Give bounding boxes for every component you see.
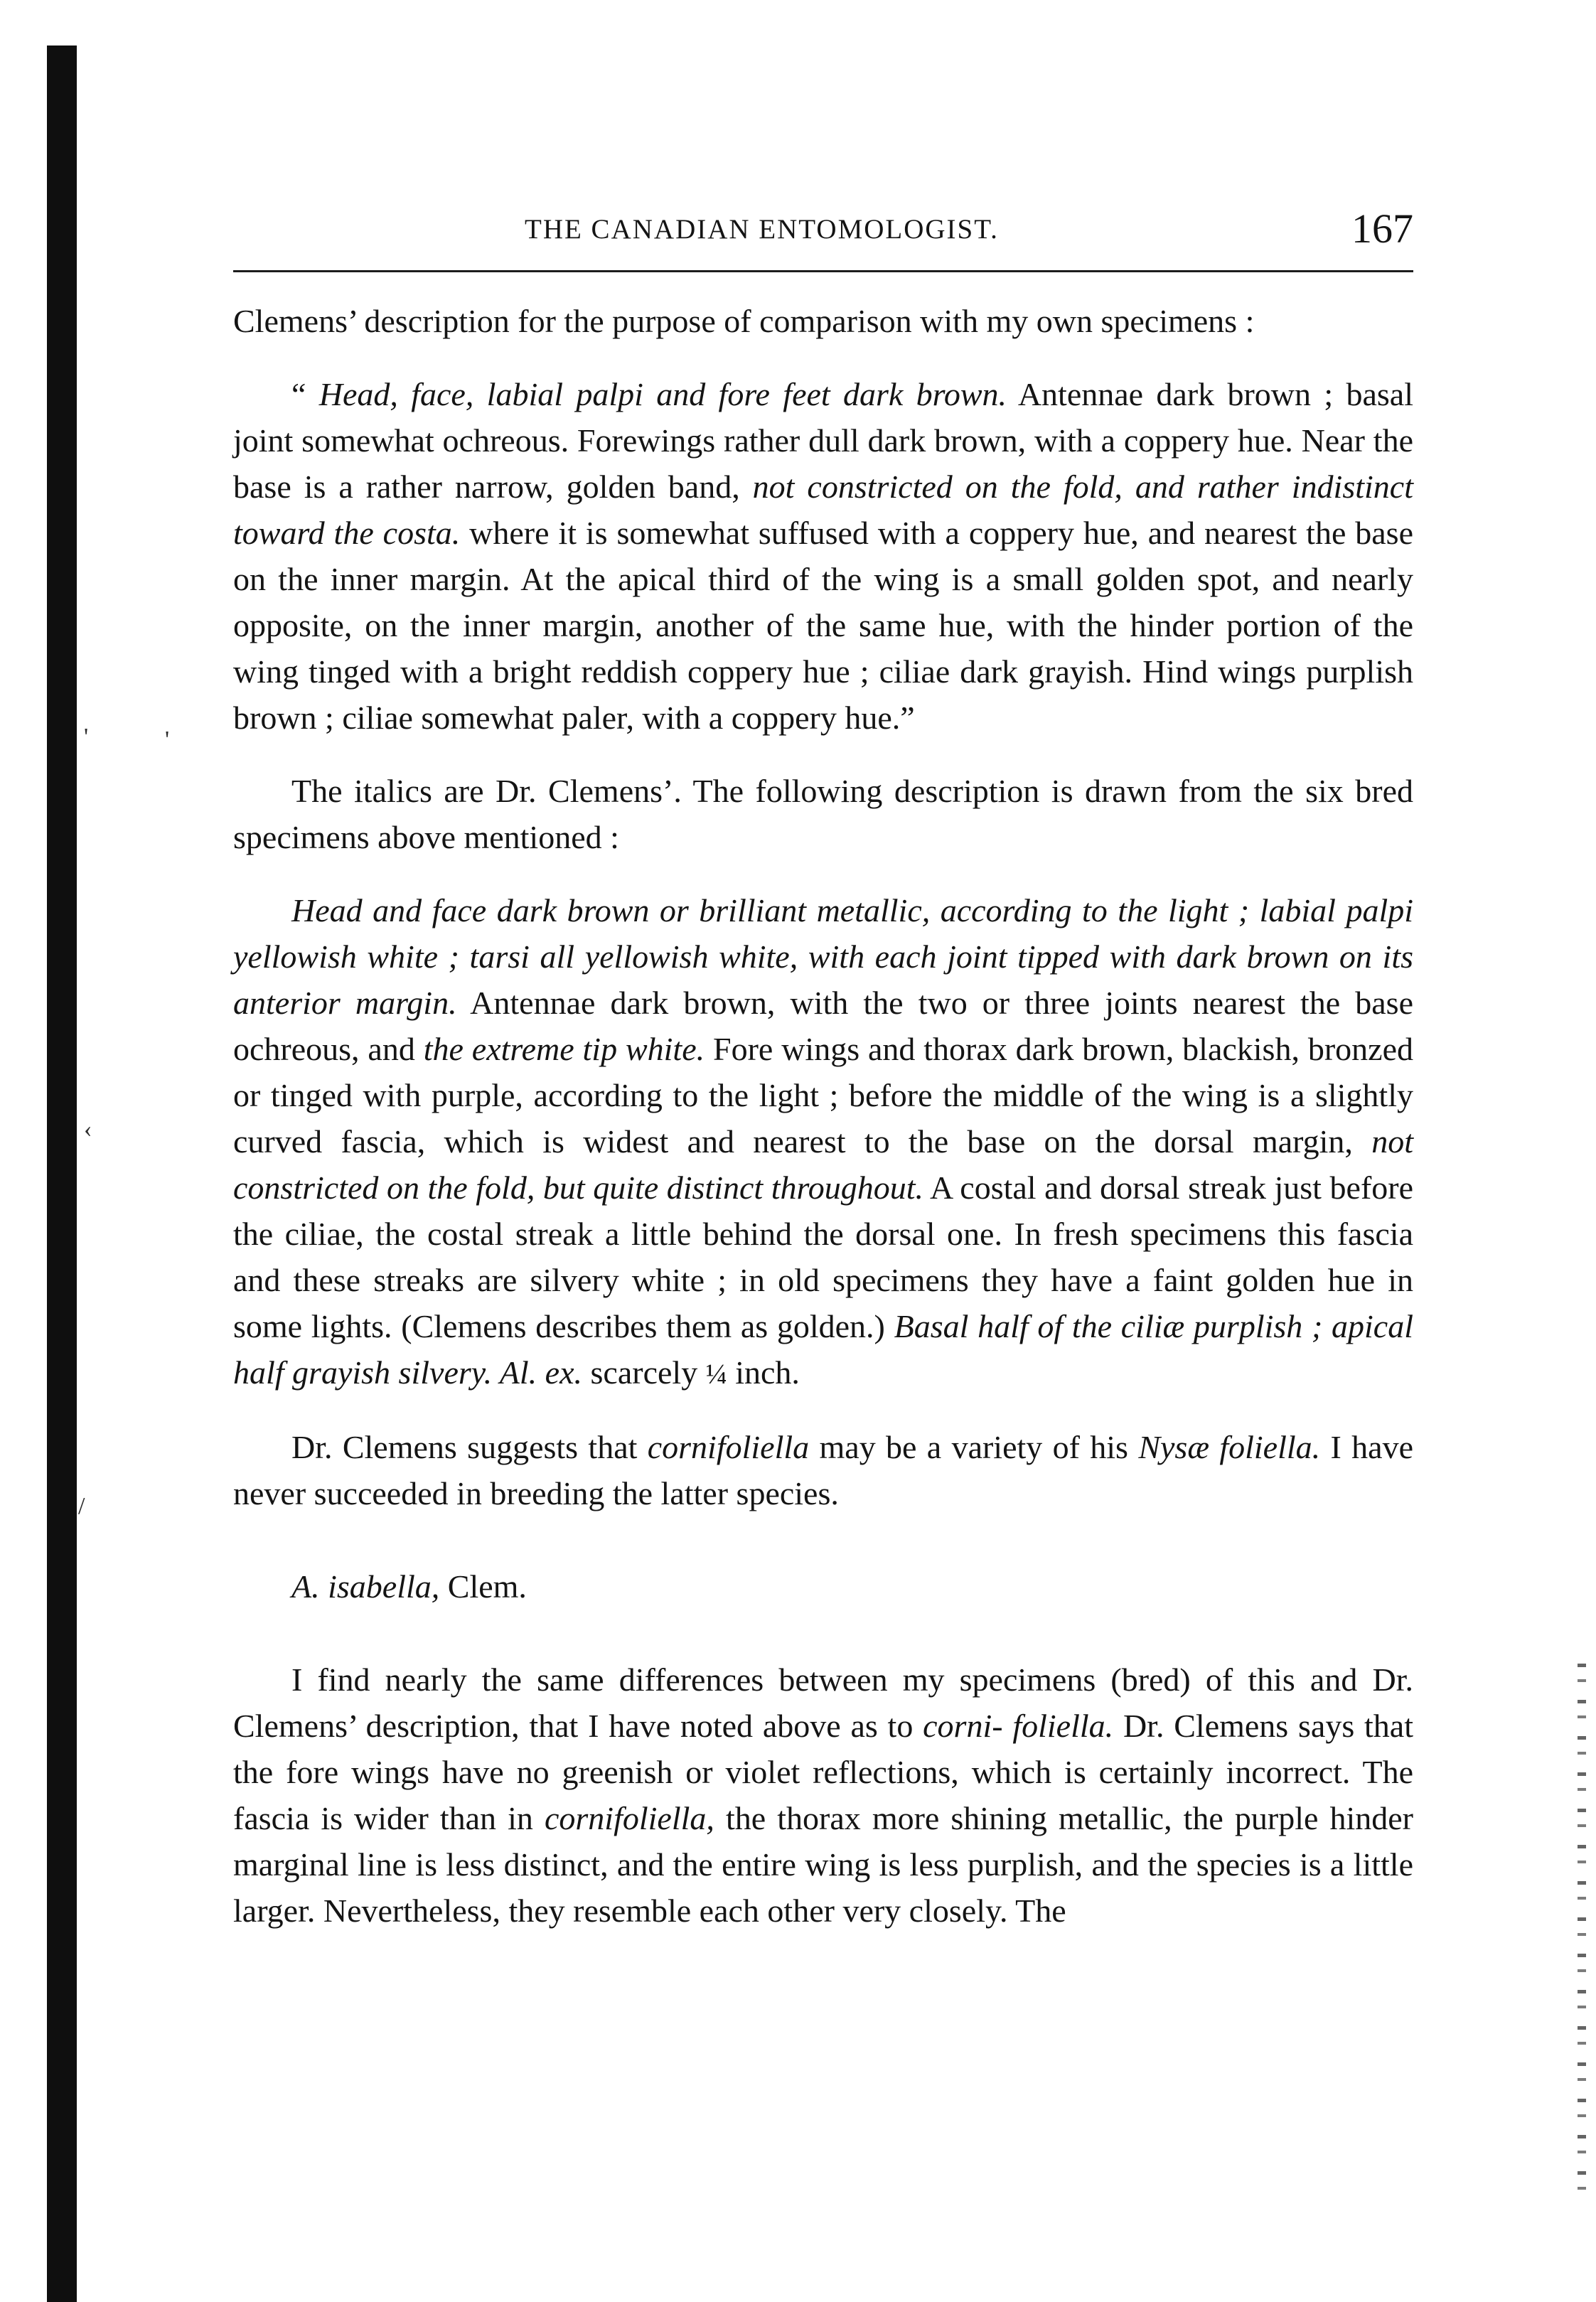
italic-run: not constricted on the fold, and rather indistinct toward the costa. [233,469,1413,551]
text-run: scarcely [582,1354,706,1391]
text-run: Clemens’ description for the purpose of comparison with my own specimens : [233,303,1255,339]
gutter-mark: / [78,1493,85,1519]
text-run: Dr. Clemens says that the fore wings have no greenish or violet reflections, which is certainly incorrect. The fascia is wider than in [233,1708,1413,1836]
italic-run: Head and face dark brown or brilliant metallic, according to the light ; labial palpi yellowish white ; tarsi all yellowish white, with each joint tipped with dark brown on its anterior margin. [233,892,1413,1021]
text-run: Dr. Clemens suggests that [291,1429,648,1465]
text-run: inch. [727,1354,800,1391]
italic-run: cornifoliella [647,1429,810,1465]
text-run: A costal and dorsal streak just before the ciliae, the costal streak a little behind the dorsal one. In fresh specimens this fascia and these streaks are silvery white ; in old specimens they have a faint golden hue in some lights. (Clemens describes them as golden.) [233,1169,1413,1344]
page-number: 167 [1351,205,1413,252]
header-rule [233,270,1413,272]
gutter-mark: ‹ [84,1116,92,1142]
text-run: I find nearly the same differences between my specimens (bred) of this and Dr. Clemens’ description, that I have noted above as to [233,1661,1413,1744]
text-run: The italics are Dr. Clemens’. The following description is drawn from the six bred specimens above mentioned : [233,773,1413,855]
text-run: Clem. [439,1568,527,1605]
italic-run: Nysæ foliella. [1138,1429,1321,1465]
italic-run: cornifoliella, [544,1800,714,1836]
scan-edge-noise [1578,1664,1586,2204]
paragraph-clemens-quote [233,371,1413,741]
gutter-mark: ' [165,727,170,753]
italic-run: the extreme tip white. [423,1031,705,1067]
text-run: I have never succeeded in breeding the latter species. [233,1429,1413,1511]
binding-shadow [47,45,77,2302]
fraction: ¼ [705,1358,727,1390]
page [233,206,1413,1961]
text-run: Fore wings and thorax dark brown, blackish, bronzed or tinged with purple, according to the light ; before the middle of the wing is a slightly curved fascia, which is widest and nearest to the base on the dorsal margin, [233,1031,1413,1160]
paragraph-isabella [233,1656,1413,1934]
italic-run: corni- foliella. [923,1708,1114,1744]
text-run: the thorax more shining metallic, the purple hinder marginal line is less distinct, and the entire wing is less purplish, and the species is a little larger. Nevertheless, they resemble each other very closely. The [233,1800,1413,1929]
paragraph-variety-note [233,1424,1413,1516]
italic-run: A. isabella, [291,1568,440,1605]
running-title: THE CANADIAN ENTOMOLOGIST. [525,214,999,245]
gutter-mark: ' [84,724,89,750]
text-run: may be a variety of his [809,1429,1139,1465]
paragraph-description [233,887,1413,1397]
paragraph-intro [233,298,1413,344]
paragraph-italics-note [233,768,1413,860]
text-run: “ [291,376,319,412]
italic-run: Basal half of the ciliæ purplish ; apical half grayish silvery. Al. ex. [233,1308,1413,1391]
text-run: Antennae dark brown, with the two or three joints nearest the base ochreous, and [233,985,1414,1067]
italic-run: not constricted on the fold, but quite distinct throughout. [233,1123,1413,1206]
running-head [233,206,1413,263]
species-heading [233,1563,1413,1610]
italic-run: Head, face, labial palpi and fore feet dark brown. [318,376,1007,412]
text-run: Antennae dark brown ; basal joint somewhat ochreous. Forewings rather dull dark brown, with a coppery hue. Near the base is a rather narrow, golden band, [233,376,1413,505]
text-run: where it is somewhat suffused with a coppery hue, and nearest the base on the inner margin. At the apical third of the wing is a small golden spot, and nearly opposite, on the inner margin, another of the same hue, with the hinder portion of the wing tinged with a bright reddish coppery hue ; ciliae dark grayish. Hind wings purplish brown ; ciliae somewhat paler, with a coppery hue.” [233,515,1414,736]
